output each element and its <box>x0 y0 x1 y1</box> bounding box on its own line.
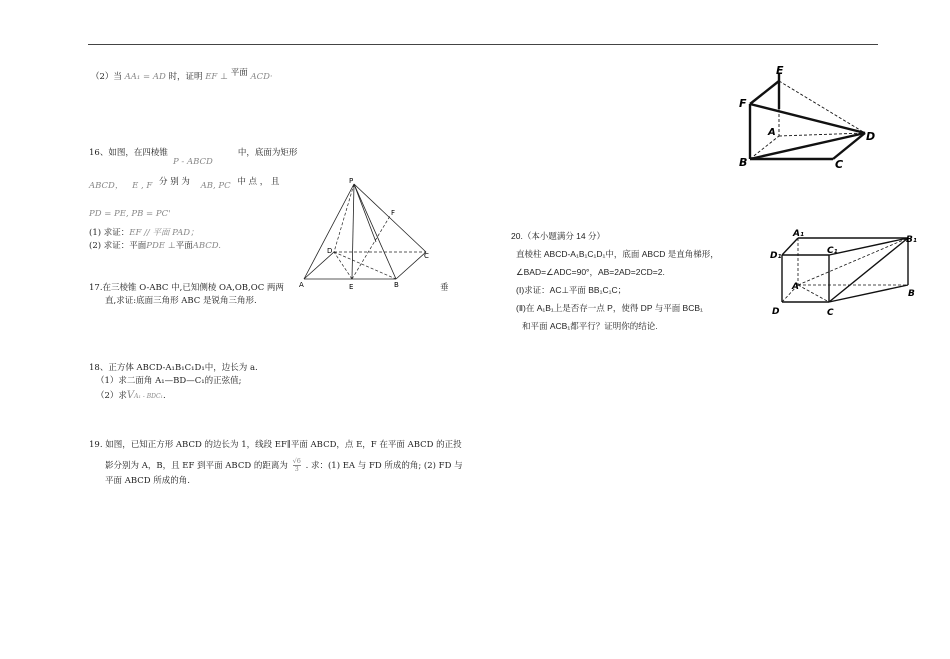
q19-line2: 影分别为 A，B，且 EF 到平面 ABCD 的距离为 $\frac{√6}{3}$ . 求：(1) EA 与 FD 所成的角; (2) FD 与 <box>105 457 463 473</box>
pyramid-label-c: C <box>424 252 429 260</box>
pyramid-label-b: B <box>394 281 399 289</box>
wedge-figure <box>737 64 882 174</box>
pyramid-figure <box>296 174 436 294</box>
pyramid-label-d: D <box>327 247 333 255</box>
q19-line1: 19. 如图，已知正方形 ABCD 的边长为 1，线段 EF∥平面 ABCD，点 E，F 在平面 ABCD 的正投 <box>89 440 462 450</box>
prism-label-c1: C₁ <box>827 246 838 256</box>
prism-label-b1: B₁ <box>906 235 917 245</box>
q18-part1: （1）求二面角 A₁—BD—C₁的正弦值; <box>96 376 242 386</box>
q16-math-pabcd: P - ABCD <box>173 157 213 167</box>
q19-line3: 平面 ABCD 所成的角. <box>105 476 190 486</box>
q15-part2: （2）当 AA₁ = AD 时，证明 EF ⊥ 平面 ACD· <box>91 68 273 82</box>
pyramid-label-f: F <box>391 209 396 217</box>
q16-line3: PD = PE, PB = PC' <box>89 209 171 219</box>
q19-fraction: $\frac{√6}{3}$ <box>292 457 301 473</box>
wedge-label-f: F <box>739 97 747 110</box>
prism-figure <box>768 225 920 320</box>
prism-label-b: B <box>908 289 915 299</box>
prism-label-a1: A₁ <box>793 229 804 239</box>
q20-line1: 直棱柱 ABCD-A₁B₁C₁D₁中，底面 ABCD 是直角梯形， <box>516 249 719 259</box>
prism-label-d: D <box>772 307 780 317</box>
wedge-label-e: E <box>776 64 784 77</box>
wedge-label-d: D <box>866 130 876 143</box>
q16-part1: (1) 求证：EF // 平面 PAD； <box>89 228 199 238</box>
pyramid-label-p: P <box>349 177 354 185</box>
q17-line2: 直,求证:底面三角形 ABC 是锐角三角形. <box>105 296 257 306</box>
pyramid-label-e: E <box>349 283 354 291</box>
pyramid-label-a: A <box>299 281 304 289</box>
q17-line1: 17.在三棱锥 O-ABC 中,已知侧棱 OA,OB,OC 两两 <box>89 283 284 293</box>
wedge-label-b: B <box>739 156 748 169</box>
prism-label-d1: D₁ <box>770 251 782 261</box>
wedge-label-a: A <box>768 127 776 138</box>
q20-title: 20.（本小题满分 14 分） <box>511 231 605 241</box>
header-rule <box>88 44 878 45</box>
prism-label-a: A <box>792 282 799 292</box>
q18-line1: 18、正方体 ABCD-A₁B₁C₁D₁中，边长为 a. <box>89 363 258 373</box>
q16-line1: 16、如图，在四棱锥 中，底面为矩形 <box>89 148 298 158</box>
q20-part2: (Ⅱ)在 A₁B₁上是否存一点 P，使得 DP 与平面 BCB₁ <box>516 303 703 313</box>
wedge-label-c: C <box>835 158 844 171</box>
q20-part2-cont: 和平面 ACB₁都平行？证明你的结论. <box>522 321 658 331</box>
q18-part2: （2）求VA₁ - BDC₁. <box>96 390 166 401</box>
q20-part1: (Ⅰ)求证：AC⊥平面 BB₁C₁C； <box>516 285 627 295</box>
q20-line2: ∠BAD=∠ADC=90°，AB=2AD=2CD=2. <box>516 267 665 277</box>
q16-line2: ABCD， E , F 分 别 为 AB, PC 中 点 ， 且 <box>89 177 280 191</box>
q17-stray-char: 垂 <box>440 283 449 293</box>
prism-label-c: C <box>827 308 834 318</box>
q16-part2: (2) 求证：平面PDE ⊥平面ABCD. <box>89 241 221 251</box>
